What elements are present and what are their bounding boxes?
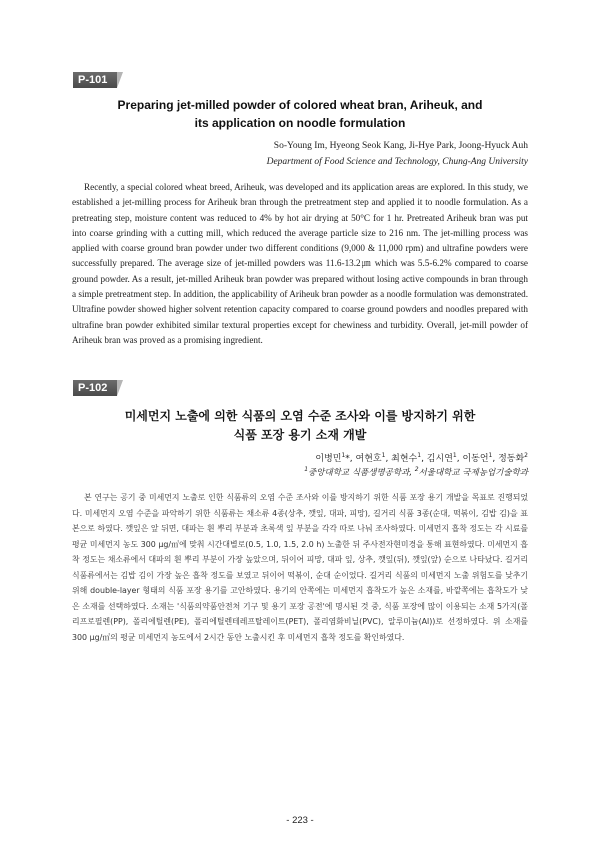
author-2: , 여현호 — [349, 454, 382, 464]
abstract-number-badge-2 — [73, 380, 117, 396]
author-4: , 김시연 — [421, 454, 453, 464]
corresponding-mark: * — [345, 454, 350, 464]
title-line-2: its application on noodle formulation — [194, 116, 406, 130]
author-block-2 — [304, 452, 528, 480]
badge-label-2: P-102 — [78, 382, 108, 394]
affil-sup-1: 1 — [304, 466, 309, 474]
author-6-sup: 2 — [524, 452, 528, 459]
affil-text-1: 중앙대학교 식품생명공학과, — [308, 468, 415, 478]
author-1: 이병민 — [315, 454, 342, 464]
badge-label: P-101 — [78, 74, 108, 86]
author-1-sup: 1 — [341, 452, 346, 459]
title-line-1: 미세먼지 노출에 의한 식품의 오염 수준 조사와 이를 방지하기 위한 — [124, 409, 476, 423]
abstract-body-2: 본 연구는 공기 중 미세먼지 노출로 인한 식품류의 오염 수준 조사와 이를 방지하기 위한 식품 포장 용기 개발을 목표로 진행되었다. 미세먼지 오염 수준을 파악하기 위한 식품류는 채소류 4종(상추, 깻잎, 대파, 피망), 길거리 식품 3종(순대, 떡볶이, 김밥 김)을 표본으로 하였다. 깻잎은 앞 뒤면, 대파는 흰 뿌리 부분과 초록색 잎 부분을 각각 따로 나눠 조사하였다. 미세먼지 흡착 정도는 각 시료를 평균 미세먼지 농도 300 μg/㎥에 맞춰 시간대별로(0.5, 1.0, 1.5, 2.0 h) 노출한 뒤 주사전자현미경을 통해 표현하였다. 미세먼지 흡착 정도는 채소류에서 대파의 흰 뿌리 부분이 가장 높았으며, 뒤이어 피망, 대파 잎, 상추, 깻잎(뒤), 깻잎(앞) 순으로 나타났다. 길거리 식품류에서는 김밥 김이 가장 높은 흡착 정도를 보였고 뒤이어 떡볶이, 순대 순이었다. 길거리 식품의 미세먼지 노출 위험도를 낮추기 위해 double-layer 형태의 식품 포장 용기를 고안하였다. 용기의 안쪽에는 미세먼지 흡착도가 높은 소재를, 바깥쪽에는 흡착도가 낮은 소재를 선택하였다. 소재는 '식품의약품안전처 기구 및 용기 포장 공전'에 명시된 것 중, 식품 포장에 많이 이용되는 소재 5가지(폴리프로필렌(PP), 폴리에틸렌(PE), 폴리에틸렌테레프탈레이트(PET), 폴리염화비닐(PVC), 알루미늄(Al))로 선정하였다. 위 소재를 300 μg/㎥의 평균 미세먼지 농도에서 2시간 동안 노출시킨 후 미세먼지 흡착 정도를 확인하였다. — [72, 493, 528, 642]
abstract-title — [90, 96, 510, 132]
author-6: , 정동화 — [492, 454, 525, 464]
title-line-2: 식품 포장 용기 소재 개발 — [233, 428, 367, 442]
title-line-1: Preparing jet-milled powder of colored wheat bran, Ariheuk, and — [117, 98, 483, 112]
author-5-sup: 1 — [488, 452, 493, 459]
affiliation-2 — [304, 466, 528, 480]
abstract-title-2 — [90, 407, 510, 445]
author-5: , 이동언 — [456, 454, 489, 464]
abstract-body: Recently, a special colored wheat breed, Ariheuk, was developed and its application areas are explored. In this study, we established a jet-milling process for Ariheuk bran through the pretreatment step and applied it to noodle formulation. As a pretreating step, moisture content was reduced to 4% by hot air drying at 50°C for 1 hr. Pretreated Ariheuk bran was put into coarse grinding with a cutting mill, which reduced the average particle size to 216 nm. The jet-milling process was applied with coarse ground bran powder under two different conditions (9,000 & 11,000 rpm) and ultrafine powders were successfully prepared. The average size of jet-milled powders was 11.6-13.2㎛ which was 5.5-6.2% compared to coarse ground powder. As a result, jet-milled Ariheuk bran powder was prepared without losing active compounds in bran through a simple pretreatment step. In addition, the applicability of Ariheuk bran powder as a noodle formulation was demonstrated. Ultrafine powder showed higher solvent retention capacity compared to coarse ground powders and noodles prepared with ultrafine bran powder exhibited similar textural properties except for chewiness and turbidity. Overall, jet-mill powder of Ariheuk bran was proved as a promising ingredient. — [72, 182, 528, 345]
authors: So-Young Im, Hyeong Seok Kang, Ji-Hye Park, Joong-Hyuck Auh — [273, 141, 528, 151]
author-4-sup: 1 — [452, 452, 457, 459]
author-block — [267, 140, 528, 169]
authors-2 — [304, 452, 528, 466]
author-3: , 최현수 — [385, 454, 418, 464]
author-2-sup: 1 — [381, 452, 386, 459]
page-number: - 223 - — [286, 815, 314, 826]
affil-sup-2: 2 — [414, 466, 419, 474]
abstract-number-badge — [73, 72, 117, 88]
affil-text-2: 서울대학교 국제농업기술학과 — [418, 468, 528, 478]
affiliation: Department of Food Science and Technology, Chung-Ang University — [266, 157, 528, 167]
author-3-sup: 1 — [417, 452, 422, 459]
